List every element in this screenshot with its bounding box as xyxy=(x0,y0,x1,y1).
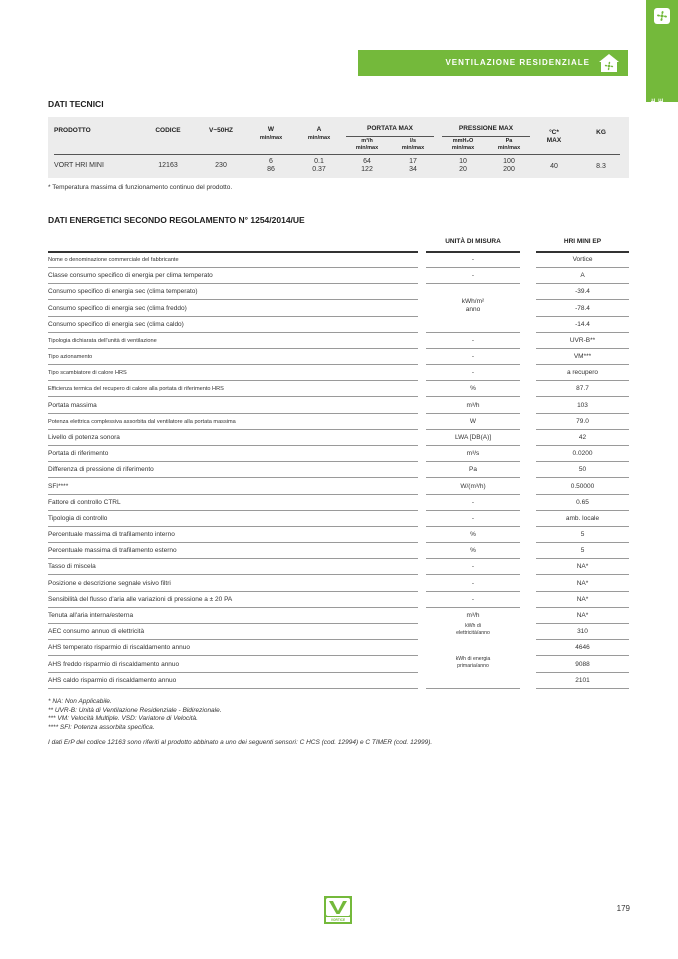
energy-row-value: a recupero xyxy=(566,369,599,377)
energy-row-label: AHS caldo risparmio di riscaldamento annuo xyxy=(48,676,177,684)
row-divider xyxy=(426,688,520,689)
energy-row-label: Potenza elettrica complessiva assorbita dal ventilatore alla portata massima xyxy=(48,418,236,425)
energy-row-unit: m³/h xyxy=(466,401,480,409)
header-bottom-rule xyxy=(54,154,620,155)
hdr-pressione: PRESSIONE MAX xyxy=(458,125,514,132)
energy-row-value: -78.4 xyxy=(575,304,590,312)
energy-row-value: 0.50000 xyxy=(570,482,595,490)
side-tab-line2: RESIDENZIALE xyxy=(659,98,665,145)
energy-row-value: 42 xyxy=(578,433,587,441)
merged-aec-unit xyxy=(426,623,520,637)
energy-row-unit: % xyxy=(470,531,476,539)
cell-m3h-max: 122 xyxy=(361,166,373,173)
energy-row xyxy=(48,592,629,608)
energy-row xyxy=(48,608,629,624)
side-tab-label xyxy=(650,98,674,144)
energy-row xyxy=(48,252,629,268)
energy-row-unit: - xyxy=(471,498,475,506)
energy-row-unit xyxy=(426,673,520,689)
section-side-tab xyxy=(646,0,678,145)
energy-row-unit: % xyxy=(470,547,476,555)
energy-row-label: Tipologia dichiarata dell'unità di ventilazione xyxy=(48,337,157,344)
energy-row-label: Efficienza termica del recupero di calore alla portata di riferimento HRS xyxy=(48,386,224,393)
energy-row xyxy=(48,268,629,284)
side-tab-line1: VENTILAZIONE xyxy=(651,98,657,145)
note-erp: I dati ErP del codice 12163 sono riferiti al prodotto abbinato a uno dei seguenti sensori: C HCS (cod. 12994) e C TIMER (cod. 12999). xyxy=(48,739,433,746)
energy-row-label: Tipo scambiatore di calore HRS xyxy=(48,370,127,377)
cell-ls-max: 34 xyxy=(409,166,417,173)
note-sfi: **** SFI: Potenza assorbita specifica. xyxy=(48,723,155,731)
cell-w-min: 6 xyxy=(269,158,273,165)
cell-mmh2o-max: 20 xyxy=(459,166,467,173)
energy-row-value: A xyxy=(580,272,585,280)
note-uvrb: ** UVR-B: Unità di Ventilazione Residenziale - Bidirezionale. xyxy=(48,706,222,714)
cell-temp: 40 xyxy=(550,163,558,170)
energy-row-label: Classe consumo specifico di energia per clima temperato xyxy=(48,272,213,280)
merged-ahs-unit-line2: primaria/anno xyxy=(457,663,489,669)
energy-row xyxy=(48,381,629,397)
energy-row xyxy=(48,624,629,640)
energy-row-label: Tasso di miscela xyxy=(48,563,96,571)
cell-kg: 8.3 xyxy=(596,163,606,170)
energy-row-value: 79.0 xyxy=(576,417,589,425)
hdr-w: W xyxy=(267,126,275,133)
note-na: * NA: Non Applicabile. xyxy=(48,698,112,705)
tech-data-title: DATI TECNICI xyxy=(48,99,104,109)
page-number: 179 xyxy=(616,904,630,913)
energy-row xyxy=(48,398,629,414)
cell-mmh2o-min: 10 xyxy=(459,158,467,165)
hdr-press-mmh2o: mmH₂O xyxy=(452,138,474,144)
cell-prodotto: VORT HRI MINI xyxy=(54,162,104,169)
energy-row-value: NA* xyxy=(576,563,589,571)
energy-row-unit: - xyxy=(471,353,475,361)
energy-row-label: Percentuale massima di trafilamento esterno xyxy=(48,547,177,555)
energy-row-value: 4646 xyxy=(575,644,590,652)
energy-row-unit: m³/h xyxy=(466,611,480,619)
energy-row-value: 5 xyxy=(580,531,585,539)
merged-aec-unit-line2: elettricità/anno xyxy=(456,630,490,636)
energy-row-label: Tenuta all'aria interna/esterna xyxy=(48,611,134,619)
hdr-portata: PORTATA MAX xyxy=(367,125,413,132)
energy-row xyxy=(48,576,629,592)
note-vm: *** VM: Velocità Multiple. VSD: Variatore di Velocità. xyxy=(48,715,198,722)
hdr-press-pa-sub: min/max xyxy=(497,145,521,151)
hdr-press-mmh2o-sub: min/max xyxy=(451,145,475,151)
energy-data-title: DATI ENERGETICI SECONDO REGOLAMENTO N° 1254/2014/UE xyxy=(48,215,305,225)
energy-row xyxy=(48,543,629,559)
cell-ls-min: 17 xyxy=(409,158,417,165)
energy-row xyxy=(48,317,629,333)
energy-row-unit: W/(m³/h) xyxy=(460,482,486,490)
hdr-portata-ls: l/s xyxy=(409,138,417,144)
energy-row xyxy=(48,511,629,527)
cell-m3h-min: 64 xyxy=(363,158,371,165)
energy-row xyxy=(48,430,629,446)
energy-row-label: Portata di riferimento xyxy=(48,450,109,458)
energy-row xyxy=(48,640,629,656)
energy-notes xyxy=(48,698,432,748)
merged-ahs-unit-line1: kWh di energia xyxy=(455,656,491,662)
energy-row xyxy=(48,284,629,300)
energy-row-unit: W xyxy=(469,417,477,425)
energy-row-value: NA* xyxy=(576,611,589,619)
portata-rule xyxy=(346,136,434,137)
energy-row-label: SFI**** xyxy=(48,482,69,490)
energy-row xyxy=(48,301,629,317)
energy-row-label: Consumo specifico di energia sec (clima freddo) xyxy=(48,304,187,312)
energy-row-value: NA* xyxy=(576,579,589,587)
energy-row-unit: - xyxy=(471,369,475,377)
energy-row-label: Fattore di controllo CTRL xyxy=(48,498,121,506)
merged-sec-unit xyxy=(426,298,520,318)
energy-row-label: Tipo azionamento xyxy=(48,354,93,361)
fan-icon xyxy=(654,8,670,24)
cell-pa-min: 100 xyxy=(503,158,515,165)
cell-codice: 12163 xyxy=(158,162,178,169)
section-header-bar xyxy=(358,50,628,76)
merged-ahs-unit xyxy=(426,656,520,670)
energy-row xyxy=(48,495,629,511)
energy-row-unit: - xyxy=(471,256,475,263)
logo-text: VORTICE xyxy=(330,918,346,922)
energy-row-unit: LWA [DB(A)] xyxy=(454,433,492,441)
hdr-volt: V~50HZ xyxy=(208,127,234,134)
energy-row-label: Sensibilità del flusso d'aria alle variazioni di pressione a ± 20 PA xyxy=(48,595,233,603)
energy-row-value: 310 xyxy=(577,628,588,636)
energy-row-label: AHS temperato risparmio di riscaldamento annuo xyxy=(48,644,190,652)
cell-w-max: 86 xyxy=(267,166,275,173)
energy-row-label: Percentuale massima di trafilamento interno xyxy=(48,531,175,539)
energy-row-value: UVR-B** xyxy=(569,336,596,344)
energy-row-unit: Pa xyxy=(469,466,477,474)
tech-footnote: * Temperatura massima di funzionamento continuo del prodotto. xyxy=(48,184,233,191)
energy-row-unit: - xyxy=(471,272,475,280)
hdr-temp: °C* xyxy=(549,129,559,136)
energy-row xyxy=(48,527,629,543)
energy-row-value: 2101 xyxy=(575,676,590,684)
energy-row-label: AEC consumo annuo di elettricità xyxy=(48,628,145,636)
energy-row xyxy=(48,365,629,381)
energy-row-value: amb. locale xyxy=(565,514,600,522)
energy-row-value: NA* xyxy=(576,595,589,603)
energy-row xyxy=(48,462,629,478)
section-header-label: VENTILAZIONE RESIDENZIALE xyxy=(445,58,590,67)
hdr-temp-sub: MAX xyxy=(546,137,562,144)
hdr-w-sub: min/max xyxy=(259,135,283,141)
energy-row-value: -14.4 xyxy=(575,320,590,328)
merged-sec-unit-line1: kWh/m² xyxy=(461,298,485,305)
tech-data-table xyxy=(48,117,629,178)
hdr-prodotto: PRODOTTO xyxy=(54,127,91,134)
energy-row-unit: - xyxy=(471,563,475,571)
energy-row-label: Consumo specifico di energia sec (clima temperato) xyxy=(48,288,198,296)
energy-row-label: Posizione e descrizione segnale visivo filtri xyxy=(48,579,171,587)
hdr-portata-m3h-sub: min/max xyxy=(355,145,379,151)
energy-row-label: AHS freddo risparmio di riscaldamento annuo xyxy=(48,660,180,668)
energy-row-value: -39.4 xyxy=(575,288,590,296)
energy-row-value: 87.7 xyxy=(576,385,589,393)
energy-row-value: 103 xyxy=(577,401,588,409)
energy-row-unit: - xyxy=(471,336,475,344)
hdr-a: A xyxy=(316,126,322,133)
hdr-portata-m3h: m³/h xyxy=(361,138,373,144)
energy-row-label: Livello di potenza sonora xyxy=(48,433,120,441)
energy-col-product: HRI MINI EP xyxy=(563,238,602,245)
energy-row-unit: - xyxy=(471,595,475,603)
energy-row xyxy=(48,333,629,349)
energy-row xyxy=(48,479,629,495)
energy-row-unit xyxy=(426,640,520,656)
energy-row-unit: m³/s xyxy=(466,450,480,458)
energy-row-value: 5 xyxy=(580,547,585,555)
energy-row-label: Tipologia di controllo xyxy=(48,514,108,522)
energy-row xyxy=(48,414,629,430)
energy-row-unit: - xyxy=(471,579,475,587)
hdr-press-pa: Pa xyxy=(505,138,513,144)
row-divider xyxy=(48,688,418,689)
hdr-kg: KG xyxy=(596,129,606,136)
energy-row-label: Consumo specifico di energia sec (clima caldo) xyxy=(48,320,184,328)
energy-row-unit: - xyxy=(471,514,475,522)
energy-row-unit: % xyxy=(470,385,476,393)
hdr-codice: CODICE xyxy=(155,127,181,134)
merged-aec-unit-line1: kWh di xyxy=(465,623,481,629)
energy-row xyxy=(48,559,629,575)
cell-a-min: 0.1 xyxy=(314,158,324,165)
energy-row xyxy=(48,446,629,462)
energy-row xyxy=(48,349,629,365)
energy-row-value: 9088 xyxy=(575,660,590,668)
energy-col-unit: UNITÀ DI MISURA xyxy=(445,238,501,245)
cell-volt: 230 xyxy=(215,162,227,169)
hdr-portata-ls-sub: min/max xyxy=(401,145,425,151)
pressione-rule xyxy=(442,136,530,137)
energy-row xyxy=(48,673,629,689)
row-divider xyxy=(536,688,629,689)
energy-row-label: Nome o denominazione commerciale del fabbricante xyxy=(48,257,179,263)
hdr-a-sub: min/max xyxy=(307,135,331,141)
energy-row-label: Differenza di pressione di riferimento xyxy=(48,466,154,474)
energy-row-value: Vortice xyxy=(572,256,593,263)
energy-row-unit xyxy=(426,317,520,333)
energy-row-value: 0.0200 xyxy=(572,450,593,458)
energy-row-value: 0.65 xyxy=(576,498,589,506)
energy-row-value: 50 xyxy=(578,466,587,474)
energy-row xyxy=(48,657,629,673)
energy-row-value: VM*** xyxy=(573,353,592,361)
cell-a-max: 0.37 xyxy=(312,166,326,173)
house-fan-icon xyxy=(598,53,620,73)
merged-sec-unit-line2: anno xyxy=(465,306,481,313)
cell-pa-max: 200 xyxy=(503,166,515,173)
energy-row-label: Portata massima xyxy=(48,401,97,409)
